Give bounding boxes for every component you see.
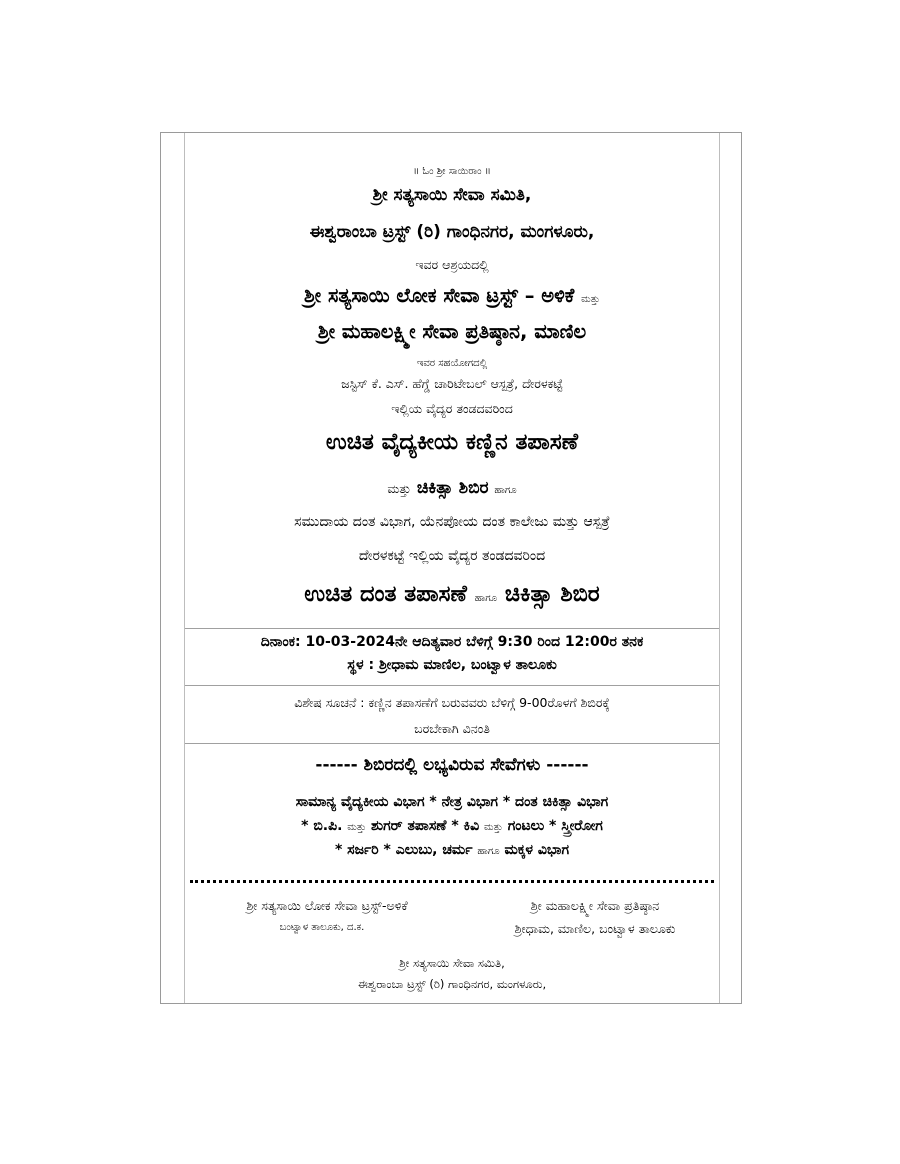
and-word: ಮತ್ತು	[347, 822, 367, 833]
camp-venue: ಸ್ಥಳ : ಶ್ರೀಧಾಮ ಮಾಣಿಲ, ಬಂಟ್ವಾಳ ತಾಲೂಕು	[347, 657, 557, 673]
eye-camp-title: ಉಚಿತ ವೈದ್ಯಕೀಯ ಕಣ್ಣಿನ ತಪಾಸಣೆ	[325, 429, 579, 455]
footer-right-place: ಶ್ರೀಧಾಮ, ಮಾಣಿಲ, ಬಂಟ್ವಾಳ ತಾಲೂಕು	[514, 921, 676, 936]
dental-checkup: ಉಚಿತ ದಂತ ತಪಾಸಣೆ	[304, 581, 467, 607]
partner-trust: ಶ್ರೀ ಸತ್ಯಸಾಯಿ ಲೋಕ ಸೇವಾ ಟ್ರಸ್ಟ್ – ಅಳಿಕೆ	[304, 284, 575, 307]
doctors-team: ಇಲ್ಲಿಯ ವೈದ್ಯರ ತಂಡದವರಿಂದ	[391, 401, 513, 416]
organiser-name: ಶ್ರೀ ಸತ್ಯಸಾಯಿ ಸೇವಾ ಸಮಿತಿ,	[372, 185, 532, 205]
dental-treatment: ಚಿಕಿತ್ಸಾ ಶಿಬಿರ	[504, 581, 600, 607]
special-notice: ವಿಶೇಷ ಸೂಚನೆ : ಕಣ್ಣಿನ ತಪಾಸಣೆಗೆ ಬರುವವರು ಬೆಳಿಗ್ಗೆ 9-00ರೊಳಗೆ ಶಿಬಿರಕ್ಕೆ	[294, 695, 610, 710]
dotted-separator	[190, 880, 714, 883]
patronage-text: ಇವರ ಆಶ್ರಯದಲ್ಲಿ	[415, 257, 489, 272]
cooperation-text: ಇವರ ಸಹಯೋಗದಲ್ಲಿ	[416, 358, 488, 369]
throat-gyn: ಗಂಟಲು * ಸ್ತ್ರೀರೋಗ	[507, 818, 603, 834]
and-word: ಮತ್ತು	[387, 481, 411, 496]
sugar-ear: ಶುಗರ್ ತಪಾಸಣೆ * ಕಿವಿ	[370, 818, 480, 834]
also-word: ಹಾಗೂ	[494, 485, 517, 496]
footer-right-name: ಶ್ರೀ ಮಹಾಲಕ್ಷ್ಮೀ ಸೇವಾ ಪ್ರತಿಷ್ಠಾನ	[530, 898, 660, 913]
special-notice-cont: ಬರಬೇಕಾಗಿ ವಿನಂತಿ	[414, 721, 490, 736]
footer-left-name: ಶ್ರೀ ಸತ್ಯಸಾಯಿ ಲೋಕ ಸೇವಾ ಟ್ರಸ್ಟ್-ಅಳಿಕೆ	[246, 898, 408, 913]
pediatrics: ಮಕ್ಕಳ ವಿಭಾಗ	[504, 842, 570, 858]
dental-doctors: ದೇರಳಕಟ್ಟೆ ಇಲ್ಲಿಯ ವೈದ್ಯರ ತಂಡದವರಿಂದ	[358, 548, 546, 564]
services-line-2	[185, 819, 719, 833]
services-heading: ------ ಶಿಬಿರದಲ್ಲಿ ಲಭ್ಯವಿರುವ ಸೇವೆಗಳು ------	[315, 755, 589, 775]
invitation-sheet	[160, 132, 742, 1004]
divider	[185, 628, 719, 629]
footer-org-address: ಈಶ್ವರಾಂಬಾ ಟ್ರಸ್ಟ್ (ರಿ) ಗಾಂಧಿನಗರ, ಮಂಗಳೂರು,	[357, 977, 547, 991]
divider	[185, 685, 719, 686]
dental-camp-title	[185, 583, 719, 606]
invitation-content	[184, 133, 720, 1003]
hospital-name: ಜಸ್ಟಿಸ್ ಕೆ. ಎಸ್. ಹೆಗ್ಡೆ ಚಾರಿಟೇಬಲ್ ಆಸ್ಪತ್ರೆ, ದೇರಳಕಟ್ಟೆ	[341, 376, 563, 391]
also-word: ಹಾಗೂ	[477, 846, 500, 857]
surgery-ortho: * ಸರ್ಜರಿ * ಎಲುಬು, ಚರ್ಮ	[334, 842, 473, 858]
services-line-1: ಸಾಮಾನ್ಯ ವೈದ್ಯಕೀಯ ವಿಭಾಗ * ನೇತ್ರ ವಿಭಾಗ * ದಂತ ಚಿಕಿತ್ಸಾ ವಿಭಾಗ	[295, 794, 609, 810]
camp-date: ದಿನಾಂಕ: 10-03-2024ನೇ ಆದಿತ್ಯವಾರ ಬೆಳಿಗ್ಗೆ 9:30 ರಿಂದ 12:00ರ ತನಕ	[260, 634, 644, 650]
bp-check: * ಬಿ.ಪಿ.	[301, 818, 343, 834]
dental-dept: ಸಮುದಾಯ ದಂತ ವಿಭಾಗ, ಯೆನಪೋಯ ದಂತ ಕಾಲೇಜು ಮತ್ತು ಆಸ್ಪತ್ರೆ	[294, 514, 610, 530]
footer-left-place: ಬಂಟ್ವಾಳ ತಾಲೂಕು, ದ.ಕ.	[279, 922, 365, 933]
services-line-3	[185, 843, 719, 857]
invocation: ॥ ಓಂ ಶ್ರೀ ಸಾಯಿರಾಂ ॥	[413, 166, 491, 177]
and-word: ಮತ್ತು	[484, 822, 503, 833]
partner-foundation: ಶ್ರೀ ಮಹಾಲಕ್ಷ್ಮೀ ಸೇವಾ ಪ್ರತಿಷ್ಠಾನ, ಮಾಣಿಲ	[317, 320, 587, 343]
treatment-camp: ಚಿಕಿತ್ಸಾ ಶಿಬಿರ	[416, 478, 489, 498]
also-word: ಹಾಗೂ	[474, 593, 497, 604]
divider	[185, 743, 719, 744]
and-word: ಮತ್ತು	[581, 294, 600, 305]
eye-camp-subtitle	[185, 480, 719, 497]
footer-org: ಶ್ರೀ ಸತ್ಯಸಾಯಿ ಸೇವಾ ಸಮಿತಿ,	[399, 956, 505, 970]
organiser-address: ಈಶ್ವರಾಂಬಾ ಟ್ರಸ್ಟ್ (ರಿ) ಗಾಂಧಿನಗರ, ಮಂಗಳೂರು,	[309, 222, 595, 242]
partner-trust-line	[185, 286, 719, 306]
